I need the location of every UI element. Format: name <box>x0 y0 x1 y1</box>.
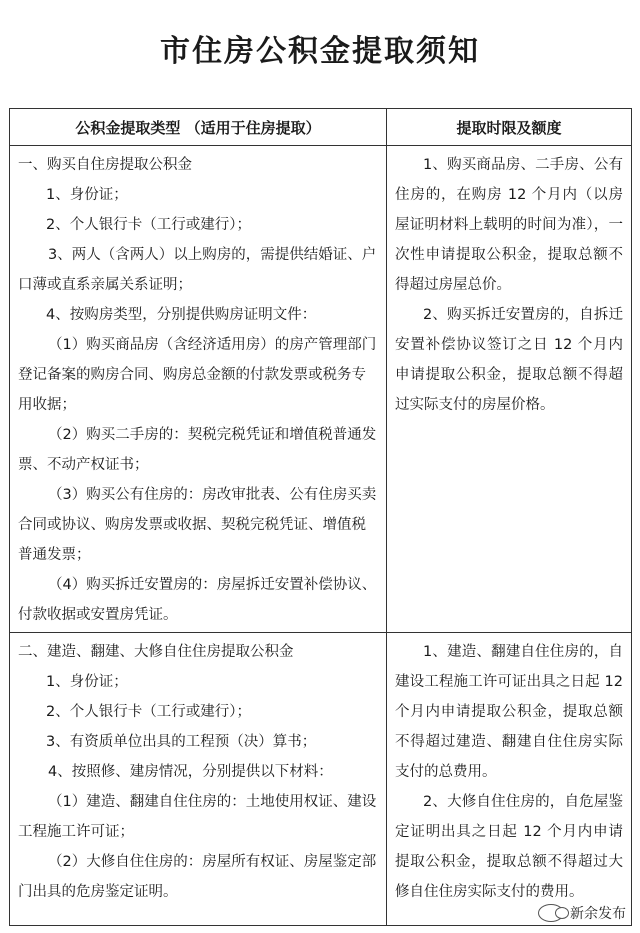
limit-paragraph: 2、大修自住住房的，自危屋鉴定证明出具之日起 12 个月内申请提取公积金，提取总额不得超过大修自住住房实际支付的费用。 <box>395 794 623 900</box>
list-item: （4）购买拆迁安置房的：房屋拆迁安置补偿协议、付款收据或安置房凭证。 <box>18 577 377 623</box>
table-header-row <box>10 109 632 146</box>
list-item: 1、身份证； <box>46 187 128 203</box>
source-watermark <box>538 903 626 923</box>
row1-heading: 一、购买自住房提取公积金 <box>18 157 192 173</box>
list-item: 3、有资质单位出具的工程预（决）算书； <box>46 734 317 750</box>
limit-paragraph: 1、建造、翻建自住住房的，自建设工程施工许可证出具之日起 12 个月内申请提取公积金，提取总额不得超过建造、翻建自住住房实际支付的总费用。 <box>395 644 623 780</box>
list-item: （1）购买商品房（含经济适用房）的房产管理部门登记备案的购房合同、购房总金额的付款发票或税务专用收据； <box>18 337 377 413</box>
list-item: 2、个人银行卡（工行或建行）； <box>46 704 251 720</box>
row1-right-cell <box>387 146 632 633</box>
column-header-limit: 提取时限及额度 <box>387 109 632 146</box>
list-item: 4、按购房类型，分别提供购房证明文件： <box>46 307 317 323</box>
limit-paragraph: 1、购买商品房、二手房、公有住房的，在购房 12 个月内（以房屋证明材料上载明的时间为准），一次性申请提取公积金，提取总额不得超过房屋总价。 <box>395 157 623 293</box>
table-row <box>10 633 632 926</box>
watermark-text: 新余发布 <box>570 906 626 922</box>
row2-heading: 二、建造、翻建、大修自住住房提取公积金 <box>18 644 294 660</box>
list-item: （1）建造、翻建自住住房的：土地使用权证、建设工程施工许可证； <box>18 794 377 840</box>
list-item: 4、按照修、建房情况，分别提供以下材料： <box>48 764 333 780</box>
row2-right-cell <box>387 633 632 926</box>
row2-left-cell <box>10 633 387 926</box>
page-title: 市住房公积金提取须知 <box>160 34 480 69</box>
column-header-type: 公积金提取类型 （适用于住房提取） <box>10 109 387 146</box>
row1-left-cell <box>10 146 387 633</box>
withdrawal-table <box>9 108 632 926</box>
table-row <box>10 146 632 633</box>
list-item: （2）购买二手房的：契税完税凭证和增值税普通发票、不动产权证书； <box>18 427 377 473</box>
list-item: 3、两人（含两人）以上购房的，需提供结婚证、户口薄或直系亲属关系证明； <box>18 247 377 293</box>
list-item: 1、身份证； <box>46 674 128 690</box>
limit-paragraph: 2、购买拆迁安置房的，自拆迁安置补偿协议签订之日 12 个月内申请提取公积金，提取总额不得超过实际支付的房屋价格。 <box>395 307 623 413</box>
wechat-icon <box>538 904 564 922</box>
list-item: 2、个人银行卡（工行或建行）； <box>46 217 251 233</box>
list-item: （3）购买公有住房的：房改审批表、公有住房买卖合同或协议、购房发票或收据、契税完税凭证、增值税普通发票； <box>18 487 377 563</box>
list-item: （2）大修自住住房的：房屋所有权证、房屋鉴定部门出具的危房鉴定证明。 <box>18 854 377 900</box>
